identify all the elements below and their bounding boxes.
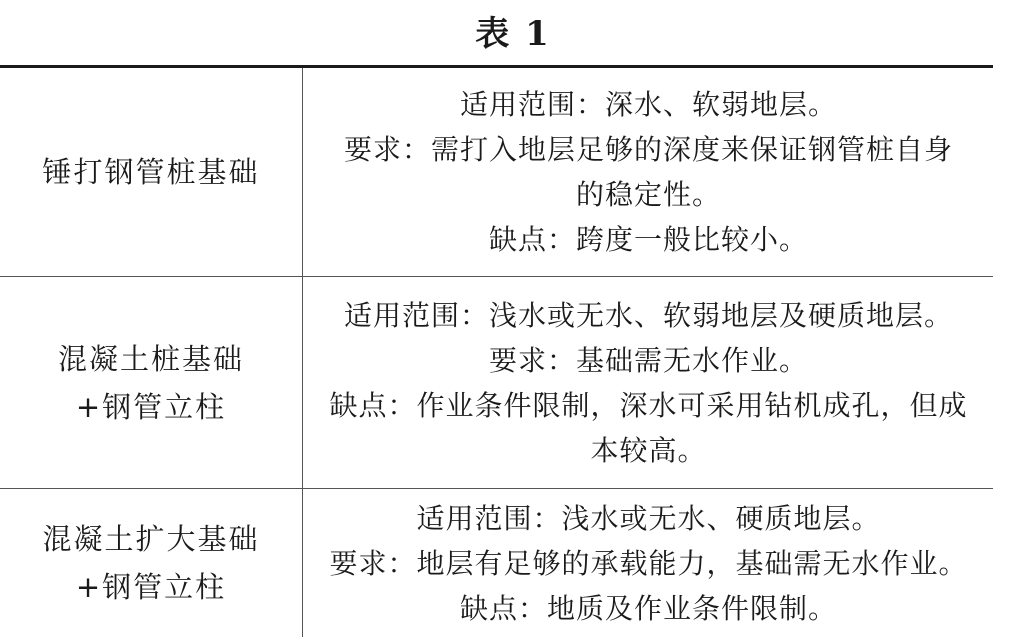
requirement-text: 要求：地层有足够的承载能力，基础需无水作业。 [329, 546, 968, 580]
drawback-text: 缺点：地质及作业条件限制。 [459, 591, 837, 625]
drawback-text: 缺点：跨度一般比较小。 [488, 223, 808, 256]
foundation-type-text: 锤打钢管桩基础 [42, 155, 260, 189]
scope-text: 适用范围：深水、软弱地层。 [459, 88, 837, 121]
requirement-text-cont: 的稳定性。 [575, 178, 721, 211]
requirement-text: 要求：基础需无水作业。 [488, 343, 808, 377]
foundation-type-cell [0, 277, 303, 488]
description-cell [304, 68, 993, 276]
scope-text: 适用范围：浅水或无水、硬质地层。 [416, 501, 881, 535]
drawback-text: 缺点：作业条件限制，深水可采用钻机成孔，但成 [329, 388, 968, 422]
foundation-type-text-cont: +钢管立柱 [75, 570, 227, 604]
description-cell [304, 489, 993, 637]
comparison-table [0, 65, 993, 637]
requirement-text: 要求：需打入地层足够的深度来保证钢管桩自身 [343, 133, 953, 166]
description-cell [304, 277, 993, 488]
foundation-type-text: 混凝土扩大基础 [42, 522, 260, 556]
table-row [0, 68, 993, 277]
scope-text: 适用范围：浅水或无水、软弱地层及硬质地层。 [343, 298, 953, 332]
drawback-text-cont: 本较高。 [590, 433, 707, 467]
table-title: 表 1 [475, 14, 551, 54]
foundation-type-text-cont: +钢管立柱 [75, 389, 227, 424]
foundation-type-cell [0, 68, 303, 276]
foundation-type-text: 混凝土桩基础 [57, 341, 244, 376]
foundation-type-cell [0, 489, 303, 637]
table-row [0, 489, 993, 637]
table-row [0, 277, 993, 489]
